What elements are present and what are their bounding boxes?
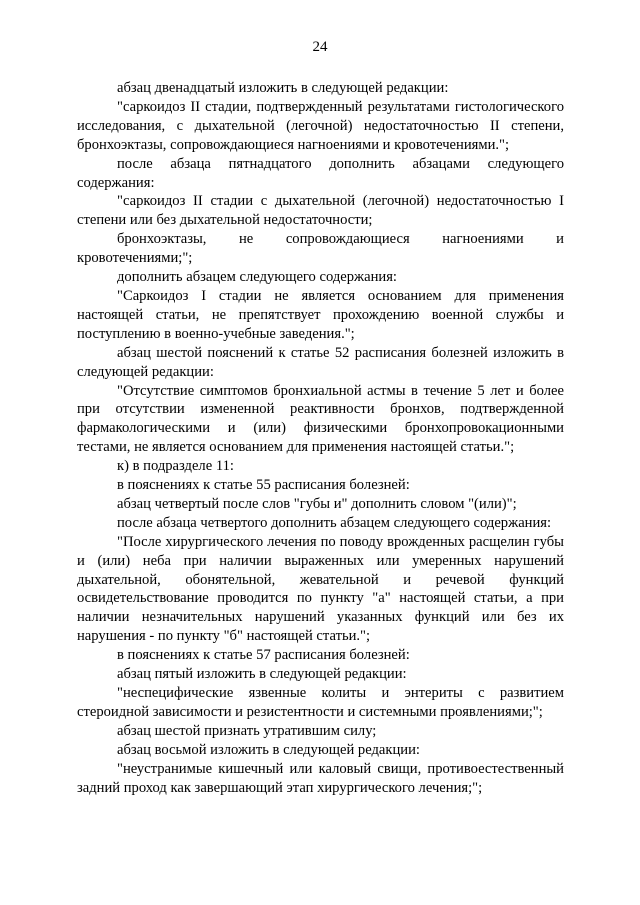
paragraph: "неспецифические язвенные колиты и энтериты с развитием стероидной зависимости и резистентности и системными проявлениями;"; [77,685,564,720]
paragraph: бронхоэктазы, не сопровождающиеся нагноениями и кровотечениями;"; [77,231,564,267]
paragraph: абзац четвертый после слов "губы и" дополнить словом "(или)"; [117,495,517,512]
paragraph: "Отсутствие симптомов бронхиальной астмы в течение 5 лет и более при отсутствии измененной реактивности бронхов, подтвержденной фармакологическими и (или) физическими бронхопровокационными тестами, не является основанием для применения настоящей статьи."; [77,382,564,456]
paragraph: "саркоидоз II стадии с дыхательной (легочной) недостаточностью I степени или без дыхательной недостаточности; [77,193,564,229]
page-number: 24 [312,39,328,55]
paragraph: после абзаца пятнадцатого дополнить абзацами следующего содержания: [77,155,564,191]
paragraph: после абзаца четвертого дополнить абзацем следующего содержания: [117,514,552,531]
paragraph: "неустранимые кишечный или каловый свищи, противоестественный задний проход как завершающий этап хирургического лечения;"; [77,760,564,796]
paragraph: в пояснениях к статье 55 расписания болезней: [117,477,410,494]
document-body [77,79,564,797]
paragraph: в пояснениях к статье 57 расписания болезней: [117,647,410,664]
paragraph: "После хирургического лечения по поводу врожденных расщелин губы и (или) неба при наличии выраженных или умеренных нарушений дыхательной, обонятельной, жевательной и речевой функций освидетельствование проводится по пункту "а" настоящей статьи, а при наличии незначительных нарушений указанных функций или без их нарушения - по пункту "б" настоящей статьи."; [77,533,564,645]
paragraph: абзац пятый изложить в следующей редакции: [117,666,407,683]
paragraph: абзац двенадцатый изложить в следующей редакции: [117,80,449,96]
paragraph: к) в подразделе 11: [117,458,234,475]
paragraph: "саркоидоз II стадии, подтвержденный результатами гистологического исследования, с дыхательной (легочной) недостаточностью II степени, бронхоэктазы, сопровождающиеся нагноениями и кровотечениями."; [77,98,564,153]
paragraph: абзац восьмой изложить в следующей редакции: [117,741,420,758]
paragraph: "Саркоидоз I стадии не является основанием для применения настоящей статьи, не препятствует прохождению военной службы и поступлению в военно-учебные заведения."; [77,287,564,342]
paragraph: абзац шестой пояснений к статье 52 расписания болезней изложить в следующей редакции: [77,344,564,380]
paragraph: дополнить абзацем следующего содержания: [117,269,397,286]
paragraph: абзац шестой признать утратившим силу; [117,722,377,739]
